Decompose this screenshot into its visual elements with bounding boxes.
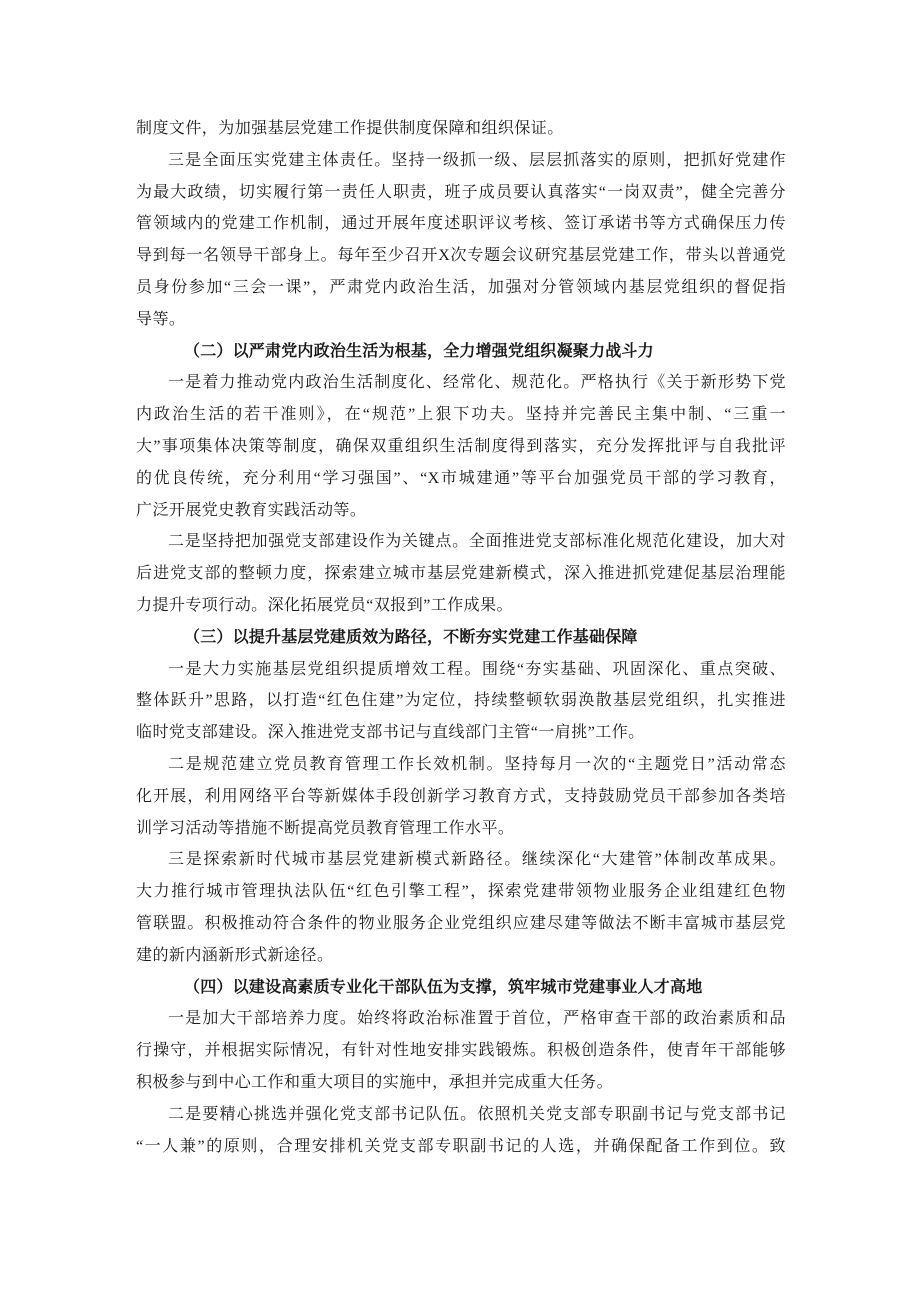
paragraph-first-line: 二是要精心挑选并强化党支部书记队伍。依照机关党支部专职副书记与党支部书记	[168, 1105, 786, 1123]
paragraph-first-line: 一是着力推动党内政治生活制度化、经常化、规范化。严格执行《关于新形势下党	[168, 374, 786, 392]
section-heading: （二）以严肃党内政治生活为根基，全力增强党组织凝聚力战斗力	[184, 342, 654, 360]
paragraph-first-line: 二是坚持把加强党支部建设作为关键点。全面推进党支部标准化规范化建设，加大对	[168, 533, 786, 551]
paragraph-first-line: 三是全面压实党建主体责任。坚持一级抓一级、层层抓落实的原则，把抓好党建作	[168, 151, 786, 169]
paragraph-line: 内政治生活的若干准则》，在“规范”上狠下功夫。坚持并完善民主集中制、“三重一	[136, 406, 786, 424]
paragraph-first-line: 一是大力实施基层党组织提质增效工程。围绕“夯实基础、巩固深化、重点突破、	[168, 660, 786, 678]
paragraph-last-line: 积极参与到中心工作和重大项目的实施中，承担并完成重大任务。	[136, 1073, 614, 1091]
paragraph-last-line: 临时党支部建设。深入推进党支部书记与直线部门主管“一肩挑”工作。	[136, 724, 645, 742]
paragraph-first-line: 三是探索新时代城市基层党建新模式新路径。继续深化“大建管”体制改革成果。	[168, 851, 786, 869]
paragraph-line: 员身份参加“三会一课”，严肃党内政治生活，加强对分管领域内基层党组织的督促指	[136, 278, 786, 296]
paragraph-line: “一人兼”的原则，合理安排机关党支部专职副书记的人选，并确保配备工作到位。致	[136, 1137, 786, 1155]
paragraph-line: 行操守，并根据实际情况，有针对性地安排实践锻炼。积极创造条件，使青年干部能够	[136, 1042, 786, 1060]
paragraph-line: 化开展，利用网络平台等新媒体手段创新学习教育方式，支持鼓励党员干部参加各类培	[136, 787, 786, 805]
paragraph-last-line: 导等。	[136, 310, 186, 328]
paragraph-first-line: 一是加大干部培养力度。始终将政治标准置于首位，严格审查干部的政治素质和品	[168, 1010, 786, 1028]
paragraph-line: 的优良传统，充分利用“学习强国”、“X市城建通”等平台加强党员干部的学习教育，	[136, 469, 786, 487]
paragraph-line: 导到每一名领导干部身上。每年至少召开X次专题会议研究基层党建工作，带头以普通党	[136, 247, 786, 265]
paragraph-line: 大力推行城市管理执法队伍“红色引擎工程”，探索党建带领物业服务企业组建红色物	[136, 883, 786, 901]
paragraph-line: 为最大政绩，切实履行第一责任人职责，班子成员要认真落实“一岗双责”，健全完善分	[136, 183, 786, 201]
paragraph-last-line: 力提升专项行动。深化拓展党员“双报到”工作成果。	[136, 596, 514, 614]
paragraph-line: 管领域内的党建工作机制，通过开展年度述职评议考核、签订承诺书等方式确保压力传	[136, 215, 786, 233]
paragraph-last-line: 建的新内涵新形式新途径。	[136, 946, 334, 964]
paragraph-line: 大”事项集体决策等制度，确保双重组织生活制度得到落实，充分发挥批评与自我批评	[136, 437, 786, 455]
section-heading: （四）以建设高素质专业化干部队伍为支撑，筑牢城市党建事业人才高地	[184, 978, 703, 996]
paragraph-last-line: 训学习活动等措施不断提高党员教育管理工作水平。	[136, 819, 515, 837]
paragraph-first-line: 二是规范建立党员教育管理工作长效机制。坚持每月一次的“主题党日”活动常态	[168, 755, 786, 773]
section-heading: （三）以提升基层党建质效为路径，不断夯实党建工作基础保障	[184, 628, 638, 646]
paragraph-last-line: 广泛开展党史教育实践活动等。	[136, 501, 367, 519]
paragraph-continuation-line: 制度文件，为加强基层党建工作提供制度保障和组织保证。	[136, 120, 564, 137]
paragraph-line: 整体跃升”思路，以打造“红色住建”为定位，持续整顿软弱涣散基层党组织，扎实推进	[136, 692, 786, 710]
paragraph-line: 后进党支部的整顿力度，探索建立城市基层党建新模式，深入推进抓党建促基层治理能	[136, 565, 786, 583]
paragraph-line: 管联盟。积极推动符合条件的物业服务企业党组织应建尽建等做法不断丰富城市基层党	[136, 914, 786, 932]
body-text	[136, 113, 786, 1162]
